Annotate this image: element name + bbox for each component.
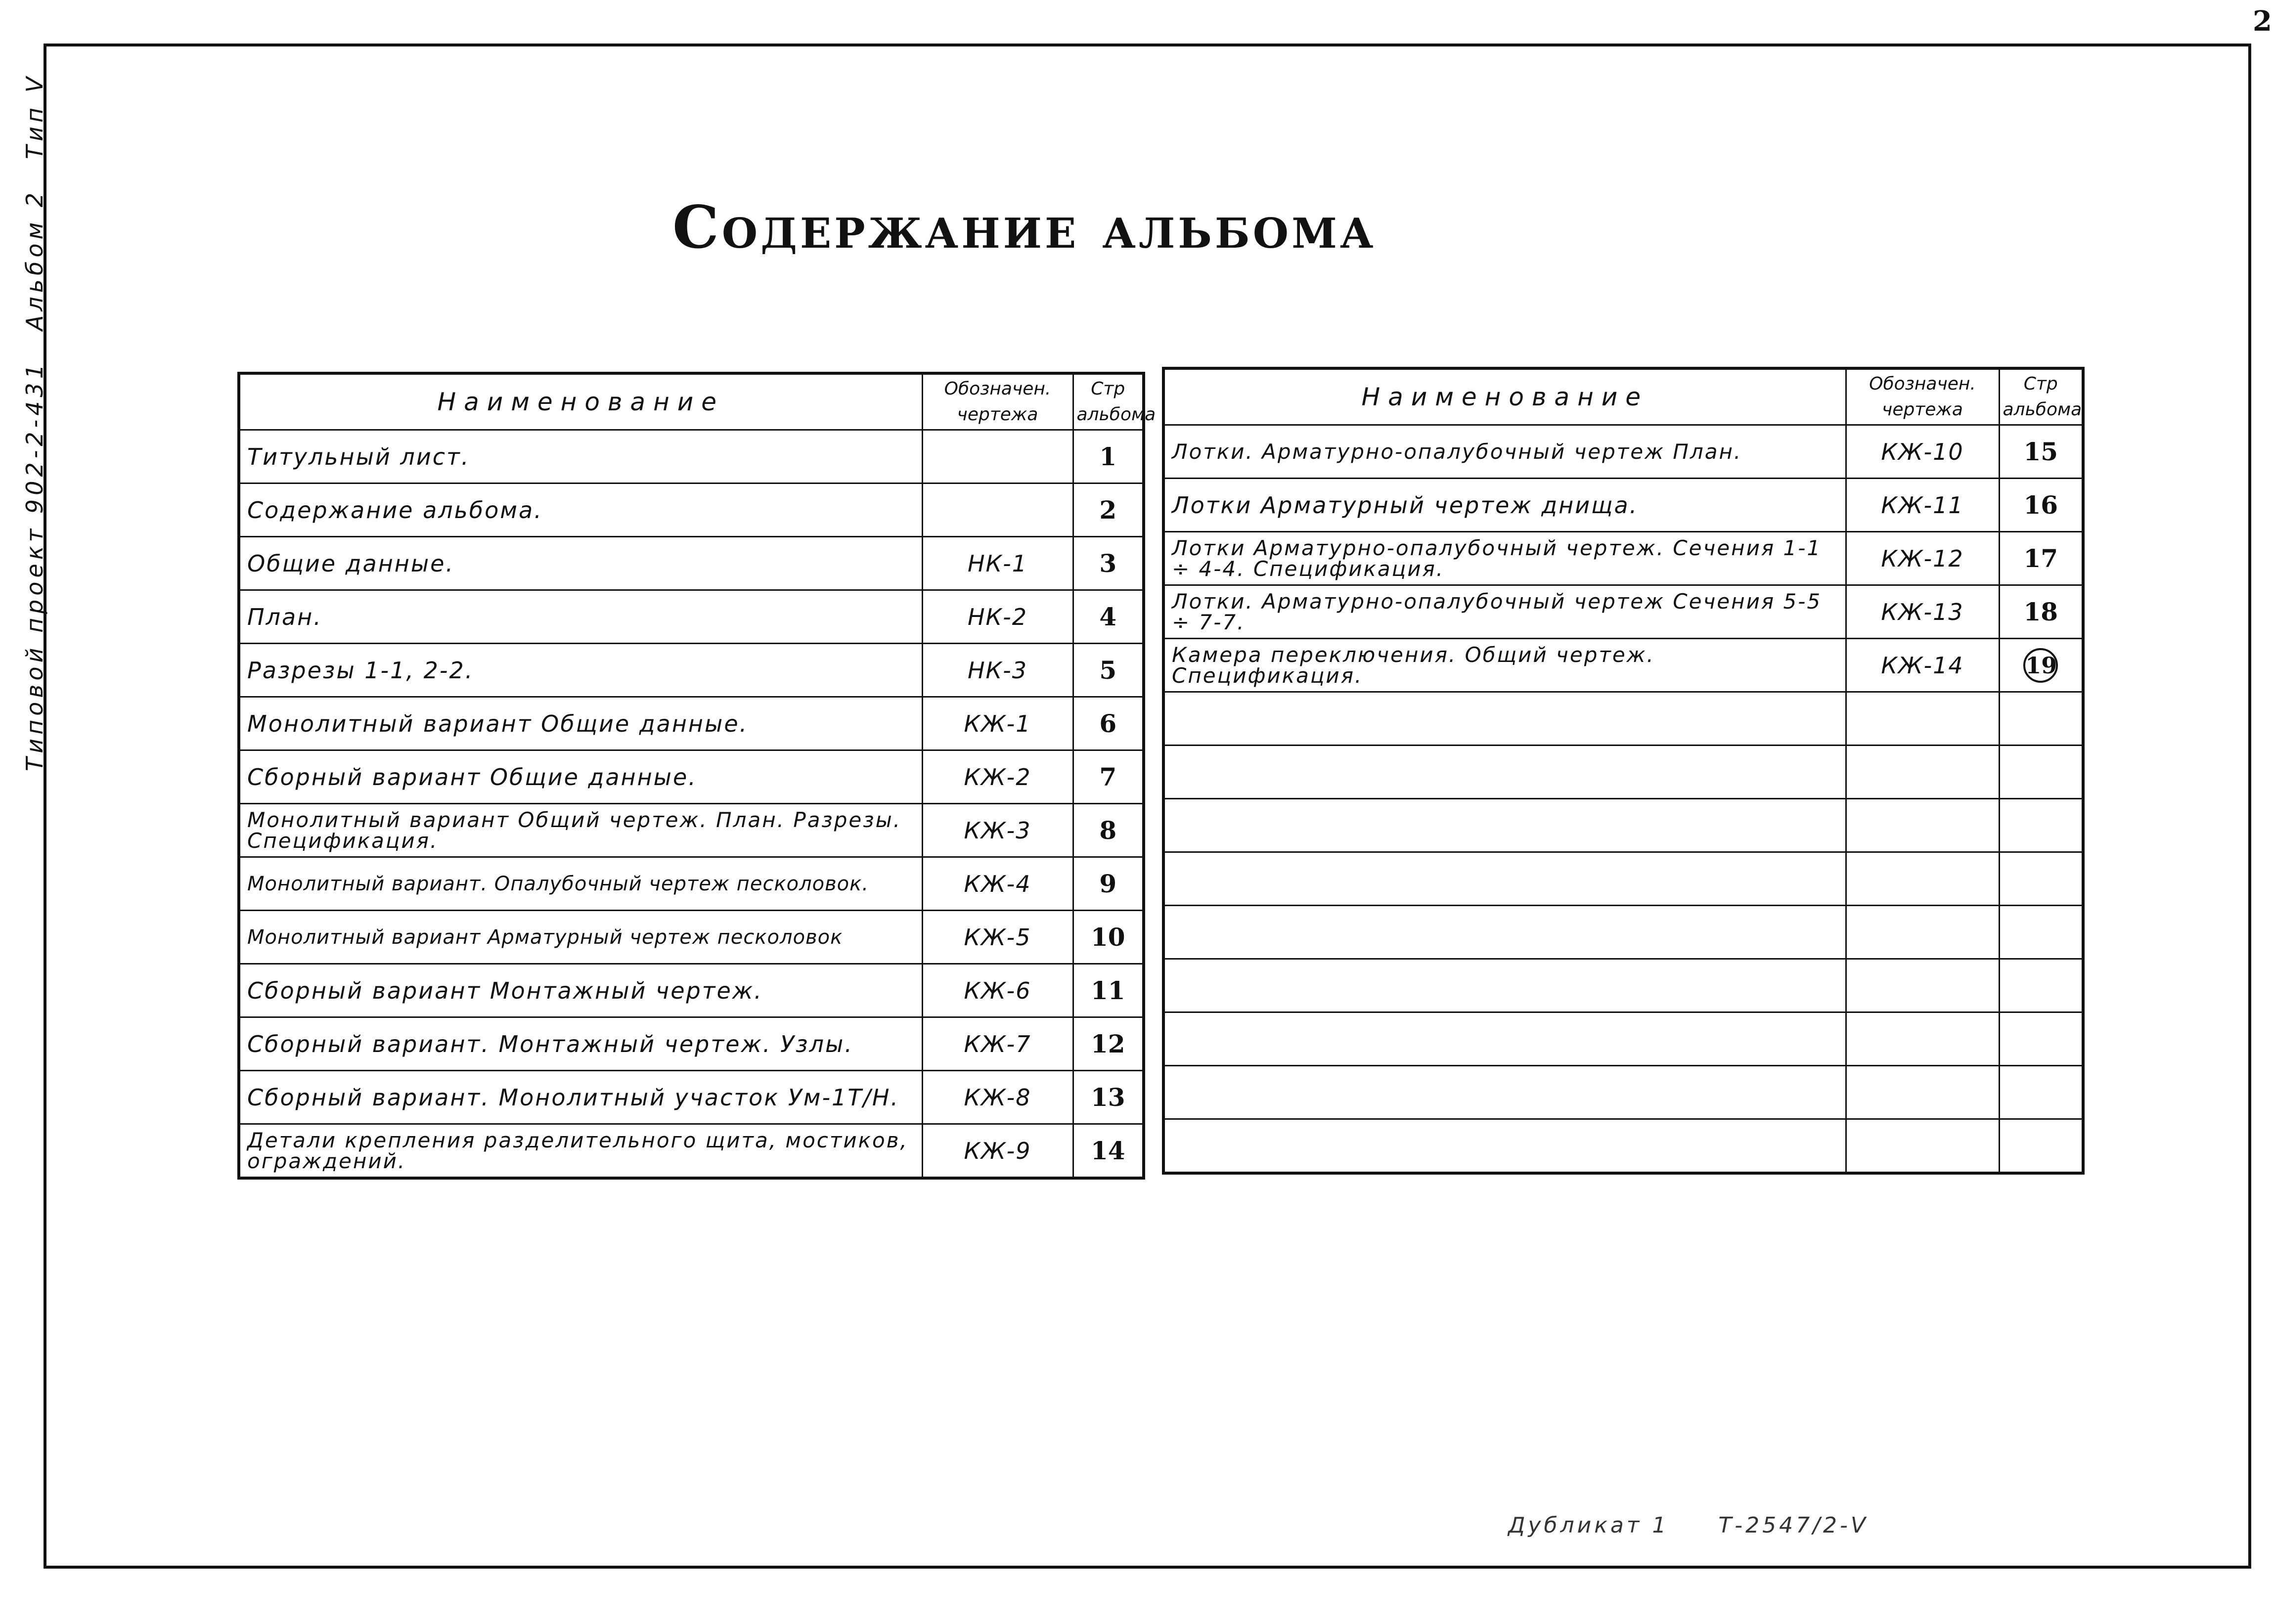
row-code: НК-2: [922, 590, 1073, 644]
table-row: [239, 804, 1144, 857]
table-row: [239, 911, 1144, 964]
header-code: Обозначен. чертежа: [1846, 368, 1999, 425]
row-name: Монолитный вариант Арматурный чертеж песколовок: [239, 911, 922, 964]
table-row: [239, 644, 1144, 697]
row-name: Лотки Арматурный чертеж днища.: [1163, 479, 1846, 532]
row-code: [922, 430, 1073, 483]
row-name: План.: [239, 590, 922, 644]
archive-number: Т-2547/2-V: [1718, 1513, 1869, 1538]
row-name: Лотки. Арматурно-опалубочный чертеж Сечения 5-5 ÷ 7-7.: [1163, 585, 1846, 639]
side-label: [15, 69, 54, 771]
row-code: КЖ-10: [1846, 425, 1999, 479]
row-page: 1: [1073, 430, 1144, 483]
row-code: КЖ-12: [1846, 532, 1999, 585]
table-row: [239, 857, 1144, 911]
row-page: 13: [1073, 1071, 1144, 1124]
table-row: [1163, 532, 2083, 585]
header-page: Стр альбома: [1999, 368, 2083, 425]
row-page: 10: [1073, 911, 1144, 964]
row-code: КЖ-1: [922, 697, 1073, 750]
row-page: 6: [1073, 697, 1144, 750]
row-name: Монолитный вариант Общие данные.: [239, 697, 922, 750]
header-name: Наименование: [239, 373, 922, 430]
archive-stamp: [1508, 1513, 1904, 1552]
row-code: КЖ-6: [922, 964, 1073, 1017]
row-name: Сборный вариант. Монолитный участок Ум-1Т/Н.: [239, 1071, 922, 1124]
empty-row: [1163, 852, 2083, 906]
page-title-text: Содержание альбома: [672, 193, 1377, 262]
page-title: [672, 193, 1562, 272]
circled-page-number: 19: [2023, 648, 2058, 683]
row-name: Содержание альбома.: [239, 483, 922, 537]
row-code: НК-3: [922, 644, 1073, 697]
table-row: [1163, 639, 2083, 692]
empty-row: [1163, 1066, 2083, 1119]
row-page: 11: [1073, 964, 1144, 1017]
row-page: 3: [1073, 537, 1144, 590]
table-row: [1163, 585, 2083, 639]
row-name: Монолитный вариант. Опалубочный чертеж песколовок.: [239, 857, 922, 911]
row-code: КЖ-13: [1846, 585, 1999, 639]
row-code: КЖ-14: [1846, 639, 1999, 692]
header-row: [1163, 368, 2083, 425]
row-name: Монолитный вариант Общий чертеж. План. Разрезы. Спецификация.: [239, 804, 922, 857]
row-name: Сборный вариант Общие данные.: [239, 750, 922, 804]
row-page: 4: [1073, 590, 1144, 644]
side-label-project: Типовой проект 902-2-431: [21, 360, 48, 771]
row-page: 2: [1073, 483, 1144, 537]
row-page: 7: [1073, 750, 1144, 804]
header-name: Наименование: [1163, 368, 1846, 425]
row-page: 17: [1999, 532, 2083, 585]
row-code: КЖ-7: [922, 1017, 1073, 1071]
empty-row: [1163, 906, 2083, 959]
table-row: [239, 697, 1144, 750]
copy-label: Дубликат 1: [1508, 1513, 1669, 1538]
table-row: [239, 1071, 1144, 1124]
header-page: Стр альбома: [1073, 373, 1144, 430]
row-page: 15: [1999, 425, 2083, 479]
row-code: НК-1: [922, 537, 1073, 590]
table-row: [1163, 479, 2083, 532]
row-name: Титульный лист.: [239, 430, 922, 483]
row-name: Сборный вариант Монтажный чертеж.: [239, 964, 922, 1017]
empty-row: [1163, 959, 2083, 1012]
row-page: 16: [1999, 479, 2083, 532]
table-row: [239, 964, 1144, 1017]
row-code: КЖ-4: [922, 857, 1073, 911]
empty-row: [1163, 1012, 2083, 1066]
contents-table-left: [237, 372, 1156, 1180]
side-label-album: Альбом 2: [21, 188, 48, 331]
row-page: [1999, 639, 2083, 692]
table-row: [239, 537, 1144, 590]
row-page: 8: [1073, 804, 1144, 857]
empty-row: [1163, 746, 2083, 799]
row-page: 5: [1073, 644, 1144, 697]
table-row: [239, 1124, 1144, 1179]
header-code: Обозначен. чертежа: [922, 373, 1073, 430]
table-row: [239, 590, 1144, 644]
row-code: КЖ-11: [1846, 479, 1999, 532]
row-page: 9: [1073, 857, 1144, 911]
row-name: Детали крепления разделительного щита, мостиков, ограждений.: [239, 1124, 922, 1179]
empty-row: [1163, 692, 2083, 746]
row-name: Разрезы 1-1, 2-2.: [239, 644, 922, 697]
table-row: [239, 750, 1144, 804]
header-row: [239, 373, 1144, 430]
row-code: КЖ-8: [922, 1071, 1073, 1124]
side-label-type: Тип V: [21, 73, 48, 159]
row-code: КЖ-2: [922, 750, 1073, 804]
row-page: 12: [1073, 1017, 1144, 1071]
row-code: [922, 483, 1073, 537]
row-name: Лотки Арматурно-опалубочный чертеж. Сечения 1-1 ÷ 4-4. Спецификация.: [1163, 532, 1846, 585]
empty-row: [1163, 799, 2083, 852]
page-number: 2: [2253, 5, 2272, 38]
table-row: [239, 483, 1144, 537]
row-page: 14: [1073, 1124, 1144, 1179]
row-code: КЖ-5: [922, 911, 1073, 964]
table-row: [239, 1017, 1144, 1071]
table-row: [1163, 425, 2083, 479]
table-row: [239, 430, 1144, 483]
row-name: Сборный вариант. Монтажный чертеж. Узлы.: [239, 1017, 922, 1071]
row-page: 18: [1999, 585, 2083, 639]
row-code: КЖ-3: [922, 804, 1073, 857]
contents-table-right: [1162, 367, 2085, 1175]
row-name: Лотки. Арматурно-опалубочный чертеж План.: [1163, 425, 1846, 479]
row-name: Общие данные.: [239, 537, 922, 590]
empty-row: [1163, 1119, 2083, 1174]
row-code: КЖ-9: [922, 1124, 1073, 1179]
row-name: Камера переключения. Общий чертеж. Спецификация.: [1163, 639, 1846, 692]
